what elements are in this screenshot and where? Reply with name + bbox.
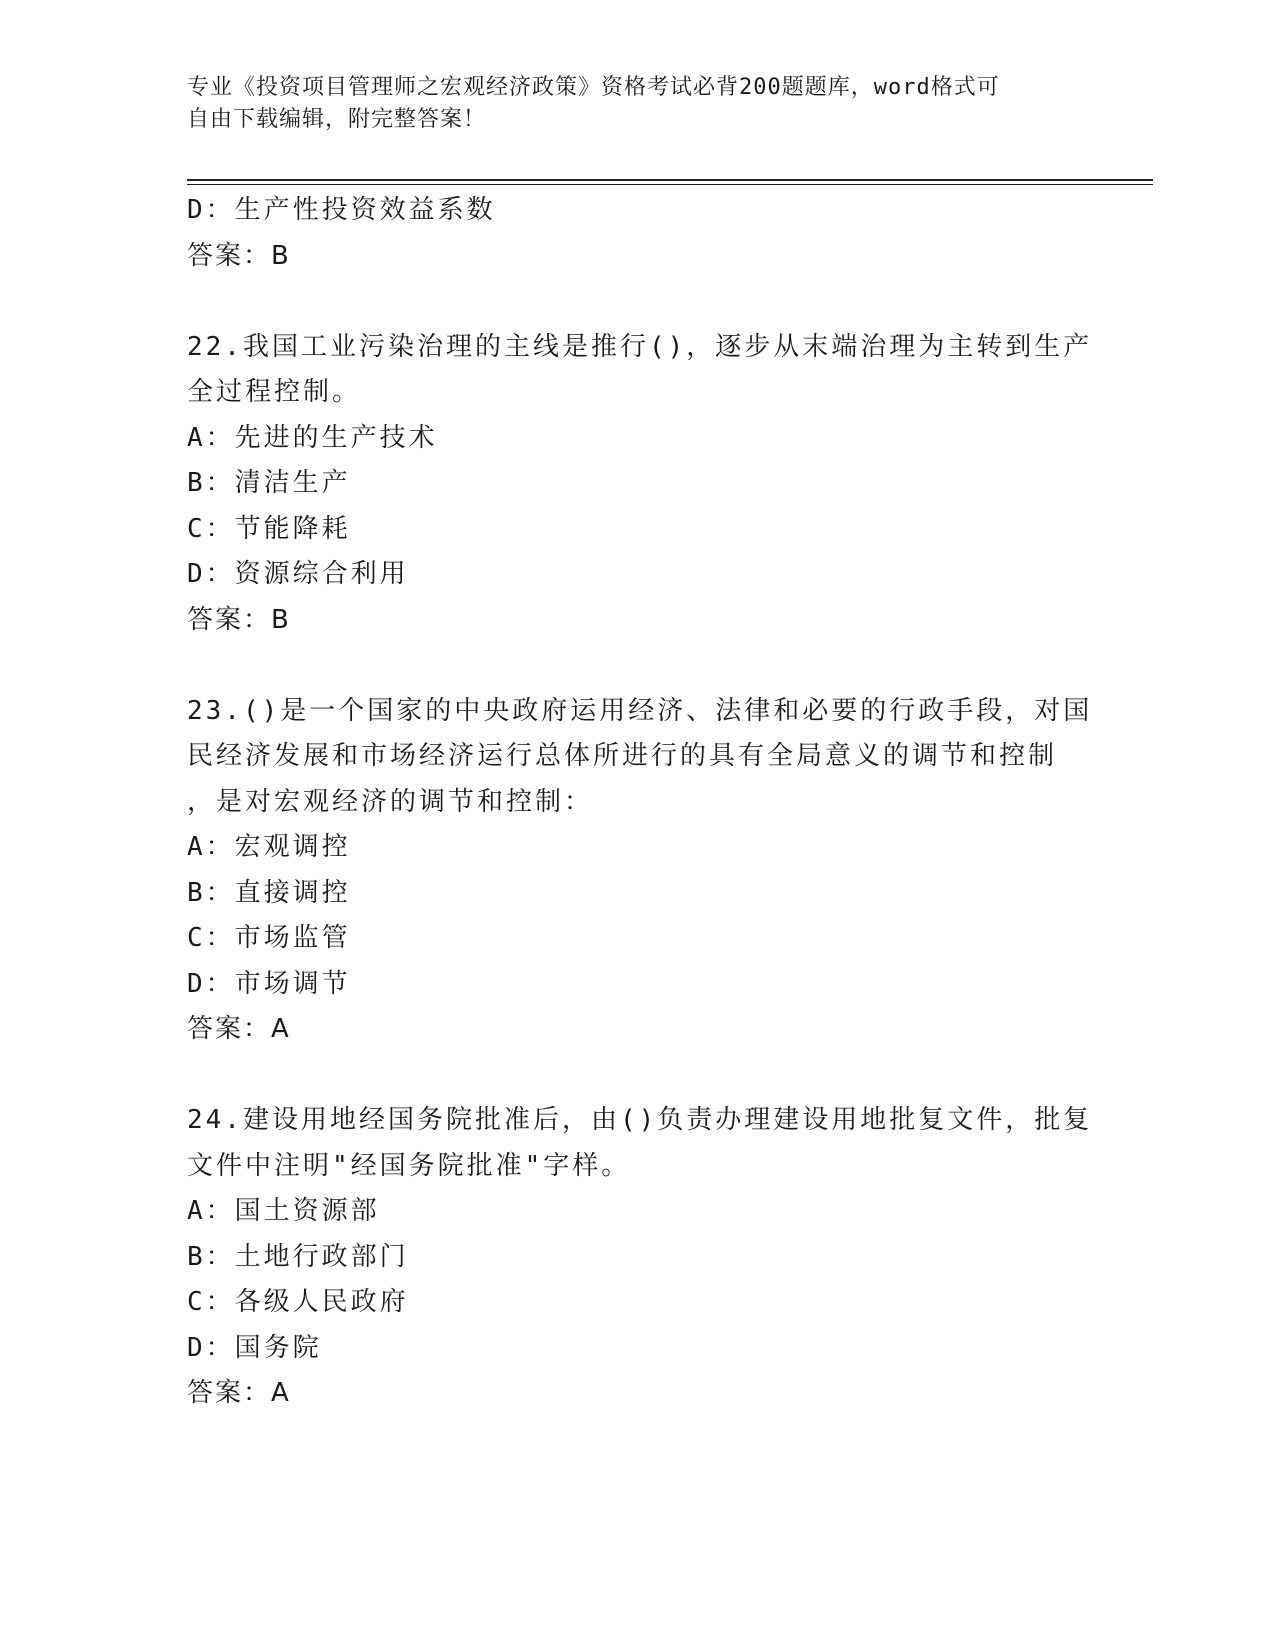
spacer [187,643,1087,689]
question-block-23 [187,689,1093,1053]
question-stem-line: 24.建设用地经国务院批准后，由()负责办理建设用地批复文件，批复 [187,1105,1093,1135]
answer-line: 答案：A [187,1378,291,1408]
option-d: D：国务院 [187,1332,322,1363]
question-stem-line: ，是对宏观经济的调节和控制： [187,786,594,817]
option-b: B：直接调控 [187,877,351,908]
question-stem-line: 文件中注明"经国务院批准"字样。 [187,1150,631,1181]
header-rule-thick [187,179,1153,181]
option-d: D：生产性投资效益系数 [187,195,496,225]
page-header [187,72,1067,136]
answer-line: 答案：B [187,604,291,635]
header-line: 自由下载编辑，附完整答案！ [187,107,487,132]
option-c: C：市场监管 [187,923,351,953]
header-rule-thin [187,184,1153,185]
option-c: C：各级人民政府 [187,1287,409,1317]
question-block-22 [187,325,1093,644]
header-line: 专业《投资项目管理师之宏观经济政策》资格考试必背200题题库，word格式可 [187,75,1000,100]
option-d: D：资源综合利用 [187,559,409,589]
option-a: A：宏观调控 [187,832,351,862]
spacer [187,1053,1087,1099]
question-block-24 [187,1098,1093,1417]
option-a: A：先进的生产技术 [187,422,438,453]
question-block-previous [187,188,1087,279]
option-a: A：国土资源部 [187,1196,380,1226]
option-d: D：市场调节 [187,968,351,999]
answer-line: 答案：B [187,240,291,271]
question-stem-line: 全过程控制。 [187,377,362,407]
option-b: B：土地行政部门 [187,1241,409,1272]
option-c: C：节能降耗 [187,513,351,544]
answer-line: 答案：A [187,1014,291,1044]
question-stem-line: 22.我国工业污染治理的主线是推行()，逐步从末端治理为主转到生产 [187,331,1093,362]
question-stem-line: 23.()是一个国家的中央政府运用经济、法律和必要的行政手段，对国 [187,695,1093,726]
option-b: B：清洁生产 [187,468,351,498]
question-content [187,188,1093,1417]
spacer [187,279,1087,325]
question-stem-line: 民经济发展和市场经济运行总体所进行的具有全局意义的调节和控制 [187,741,1058,771]
